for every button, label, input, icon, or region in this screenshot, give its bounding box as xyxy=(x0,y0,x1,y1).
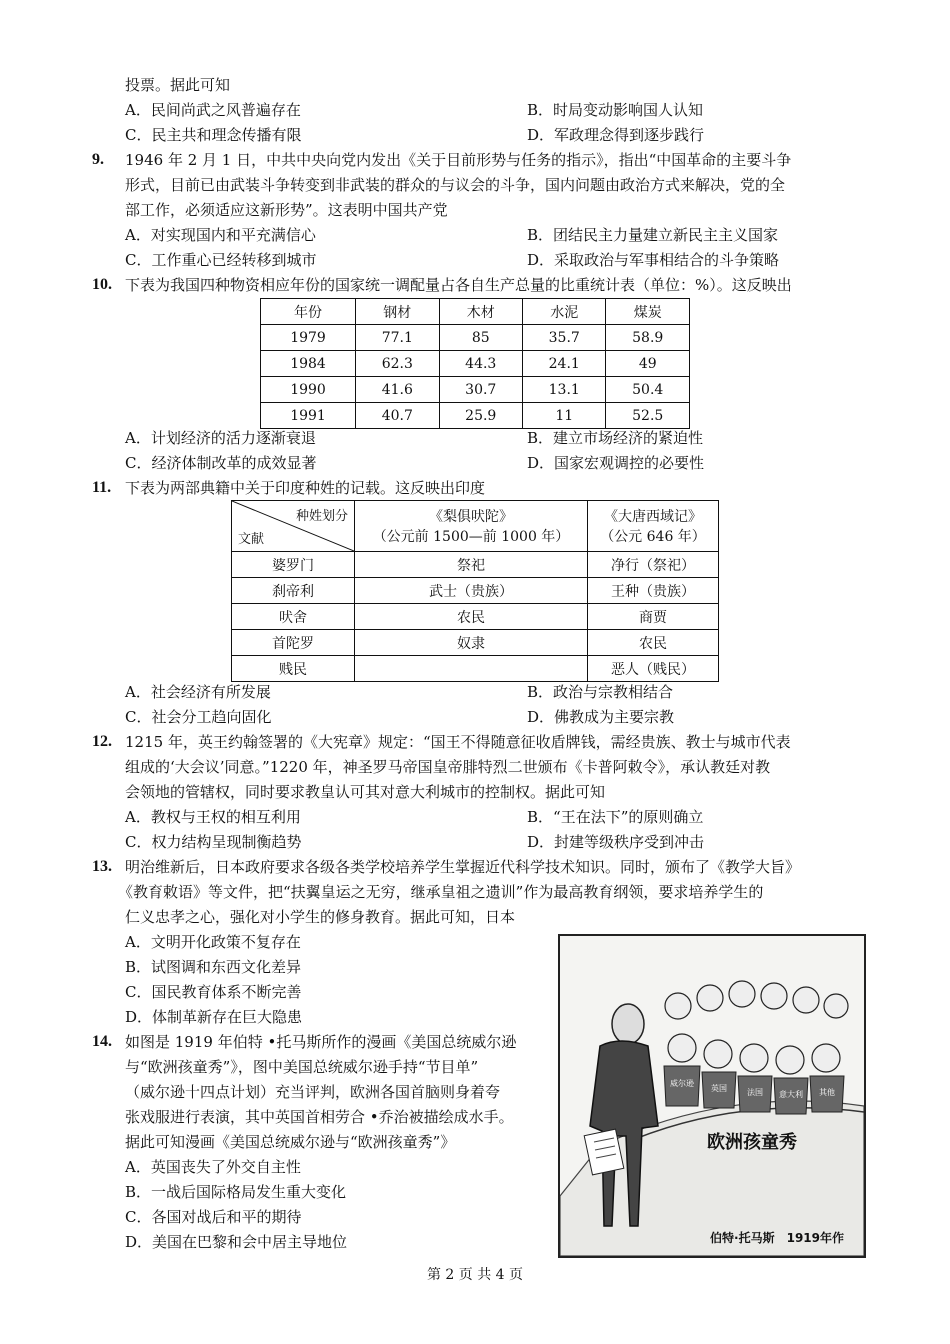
q8-option-b[interactable]: B．时局变动影响国人认知 xyxy=(527,101,704,119)
q9-option-d[interactable]: D．采取政治与军事相结合的斗争策略 xyxy=(527,251,780,269)
q11-option-c[interactable]: C．社会分工趋向固化 xyxy=(125,708,272,726)
table-row xyxy=(261,377,690,403)
q8-option-a[interactable]: A．民间尚武之风普遍存在 xyxy=(125,101,301,119)
q9-stem-line: 形式，目前已由武装斗争转变到非武装的群众的与议会的斗争，国内问题由政治方式来解决，党的全 xyxy=(125,176,786,194)
diagonal-bottom-label: 文献 xyxy=(238,532,265,547)
table-row xyxy=(232,656,719,682)
table-cell: 41.6 xyxy=(356,377,439,403)
table-cell: 49 xyxy=(606,351,690,377)
q12-stem-line: 组成的‘大会议’同意。”1220 年，神圣罗马帝国皇帝腓特烈二世颁布《卡普阿敕令》，承认教廷对教 xyxy=(125,758,771,776)
q13-option-c[interactable]: C．国民教育体系不断完善 xyxy=(125,983,302,1001)
table-cell: 1984 xyxy=(261,351,356,377)
q13-option-b[interactable]: B．试图调和东西文化差异 xyxy=(125,958,302,976)
q8-option-d[interactable]: D．军政理念得到逐步践行 xyxy=(527,126,705,144)
page-number-footer: 第 2 页 共 4 页 xyxy=(426,1267,524,1283)
q13-option-d[interactable]: D．体制革新存在巨大隐患 xyxy=(125,1008,303,1026)
table-cell: 24.1 xyxy=(523,351,606,377)
q14-stem-line: 如图是 1919 年伯特 •托马斯所作的漫画《美国总统威尔逊 xyxy=(125,1033,517,1051)
q13-stem-line: 仁义忠孝之心，强化对小学生的修身教育。据此可知，日本 xyxy=(125,908,516,926)
q10-option-a[interactable]: A．计划经济的活力逐渐衰退 xyxy=(125,429,316,447)
table-cell: 商贾 xyxy=(588,604,719,630)
q12-option-b[interactable]: B．“王在法下”的原则确立 xyxy=(527,808,704,826)
book1-header-cell xyxy=(355,501,588,552)
table-cell: 奴隶 xyxy=(355,630,588,656)
table-cell: 1991 xyxy=(261,403,356,429)
table-cell: 50.4 xyxy=(606,377,690,403)
table-header-row xyxy=(232,501,719,552)
table-cell: 58.9 xyxy=(606,325,690,351)
q14-stem-line: （威尔逊十四点计划）充当评判，欧洲各国首脑则身着夸 xyxy=(125,1083,501,1101)
q14-number: 14. xyxy=(92,1033,112,1050)
table-cell: 13.1 xyxy=(523,377,606,403)
table-row xyxy=(232,578,719,604)
q9-option-c[interactable]: C．工作重心已经转移到城市 xyxy=(125,251,317,269)
table-cell: 25.9 xyxy=(439,403,522,429)
cartoon-title: 欧洲孩童秀 xyxy=(707,1132,797,1153)
q11-caste-table xyxy=(231,500,719,682)
cartoon-illustration xyxy=(560,936,864,1256)
table-cell: 祭祀 xyxy=(355,552,588,578)
table-cell: 1990 xyxy=(261,377,356,403)
q8-stem-tail: 投票。据此可知 xyxy=(125,76,231,94)
table-cell: 恶人（贱民） xyxy=(588,656,719,682)
q12-stem-line: 会领地的管辖权，同时要求教皇认可其对意大利城市的控制权。据此可知 xyxy=(125,783,606,801)
q10-option-c[interactable]: C．经济体制改革的成效显著 xyxy=(125,454,317,472)
table-header-cell: 木材 xyxy=(439,299,522,325)
q12-stem-line: 1215 年，英王约翰签署的《大宪章》规定：“国王不得随意征收盾牌钱，需经贵族、教士与城市代表 xyxy=(125,733,791,751)
q11-option-b[interactable]: B．政治与宗教相结合 xyxy=(527,683,674,701)
cartoon-label: 英国 xyxy=(711,1084,727,1093)
q14-option-b[interactable]: B．一战后国际格局发生重大变化 xyxy=(125,1183,347,1201)
cartoon-label: 法国 xyxy=(747,1088,763,1097)
q13-stem-line: 明治维新后，日本政府要求各级各类学校培养学生掌握近代科学技术知识。同时，颁布了《教学大旨》 xyxy=(125,858,801,876)
book2-date: （公元 646 年） xyxy=(600,529,706,545)
table-cell: 贱民 xyxy=(232,656,355,682)
table-row xyxy=(261,325,690,351)
cartoon-label: 意大利 xyxy=(779,1090,803,1099)
table-cell: 农民 xyxy=(355,604,588,630)
q8-option-c[interactable]: C．民主共和理念传播有限 xyxy=(125,126,302,144)
book2-title: 《大唐西域记》 xyxy=(604,509,702,525)
table-cell: 农民 xyxy=(588,630,719,656)
q10-data-table xyxy=(260,298,690,429)
table-header-row xyxy=(261,299,690,325)
cartoon-label: 其他 xyxy=(819,1088,835,1097)
table-cell: 52.5 xyxy=(606,403,690,429)
table-cell: 1979 xyxy=(261,325,356,351)
q14-stem-line: 与“欧洲孩童秀”》，图中美国总统威尔逊手持“节目单” xyxy=(125,1058,479,1076)
table-cell: 77.1 xyxy=(356,325,439,351)
table-row xyxy=(261,351,690,377)
table-header-cell: 年份 xyxy=(261,299,356,325)
diagonal-top-label: 种姓划分 xyxy=(295,509,348,524)
q12-option-c[interactable]: C．权力结构呈现制衡趋势 xyxy=(125,833,302,851)
table-cell: 30.7 xyxy=(439,377,522,403)
q10-stem-line: 下表为我国四种物资相应年份的国家统一调配量占各自生产总量的比重统计表（单位：%）。这反映出 xyxy=(125,276,792,294)
table-cell: 44.3 xyxy=(439,351,522,377)
q13-stem-line: 《教育敕语》等文件，把“扶翼皇运之无穷，继承皇祖之遗训”作为最高教育纲领，要求培养学生的 xyxy=(118,883,764,901)
table-row xyxy=(232,604,719,630)
book1-title: 《梨俱吠陀》 xyxy=(429,509,513,525)
q10-option-b[interactable]: B．建立市场经济的紧迫性 xyxy=(527,429,704,447)
table-cell: 85 xyxy=(439,325,522,351)
q10-number: 10. xyxy=(92,276,112,293)
q12-option-d[interactable]: D．封建等级秩序受到冲击 xyxy=(527,833,705,851)
table-cell: 首陀罗 xyxy=(232,630,355,656)
q14-stem-line: 据此可知漫画《美国总统威尔逊与“欧洲孩童秀”》 xyxy=(125,1133,456,1151)
q11-number: 11. xyxy=(92,479,112,496)
table-cell: 武士（贵族） xyxy=(355,578,588,604)
table-header-cell: 水泥 xyxy=(523,299,606,325)
table-row xyxy=(232,630,719,656)
table-header-cell: 煤炭 xyxy=(606,299,690,325)
table-row xyxy=(232,552,719,578)
table-cell: 刹帝利 xyxy=(232,578,355,604)
q10-option-d[interactable]: D．国家宏观调控的必要性 xyxy=(527,454,705,472)
cartoon-credit: 伯特·托马斯 1919年作 xyxy=(710,1231,844,1245)
table-cell xyxy=(355,656,588,682)
q9-option-a[interactable]: A．对实现国内和平充满信心 xyxy=(125,226,316,244)
q14-option-c[interactable]: C．各国对战后和平的期待 xyxy=(125,1208,302,1226)
q11-stem-line: 下表为两部典籍中关于印度种姓的记载。这反映出印度 xyxy=(125,479,486,497)
book2-header-cell xyxy=(588,501,719,552)
q14-option-d[interactable]: D．美国在巴黎和会中居主导地位 xyxy=(125,1233,348,1251)
q11-option-d[interactable]: D．佛教成为主要宗教 xyxy=(527,708,675,726)
book1-date: （公元前 1500—前 1000 年） xyxy=(372,529,570,545)
cartoon-label: 威尔逊 xyxy=(670,1079,694,1088)
q12-number: 12. xyxy=(92,733,112,750)
q9-stem-line: 1946 年 2 月 1 日，中共中央向党内发出《关于目前形势与任务的指示》，指出“中国革命的主要斗争 xyxy=(125,151,792,169)
table-cell: 62.3 xyxy=(356,351,439,377)
q14-option-a[interactable]: A．英国丧失了外交自主性 xyxy=(125,1158,301,1176)
diagonal-header-cell xyxy=(232,501,355,552)
table-cell: 吠舍 xyxy=(232,604,355,630)
q11-option-a[interactable]: A．社会经济有所发展 xyxy=(125,683,271,701)
table-header-cell: 钢材 xyxy=(356,299,439,325)
q14-stem-line: 张戏服进行表演，其中英国首相劳合 •乔治被描绘成水手。 xyxy=(125,1108,514,1126)
q13-option-a[interactable]: A．文明开化政策不复存在 xyxy=(125,933,301,951)
q9-stem-line: 部工作，必须适应这新形势”。这表明中国共产党 xyxy=(125,201,448,219)
q13-number: 13. xyxy=(92,858,112,875)
table-cell: 净行（祭祀） xyxy=(588,552,719,578)
wilson-cartoon-image xyxy=(558,934,866,1258)
table-cell: 王种（贵族） xyxy=(588,578,719,604)
table-cell: 婆罗门 xyxy=(232,552,355,578)
table-cell: 35.7 xyxy=(523,325,606,351)
table-cell: 40.7 xyxy=(356,403,439,429)
table-cell: 11 xyxy=(523,403,606,429)
q9-number: 9. xyxy=(92,151,104,168)
q9-option-b[interactable]: B．团结民主力量建立新民主主义国家 xyxy=(527,226,779,244)
table-row xyxy=(261,403,690,429)
q12-option-a[interactable]: A．教权与王权的相互利用 xyxy=(125,808,301,826)
